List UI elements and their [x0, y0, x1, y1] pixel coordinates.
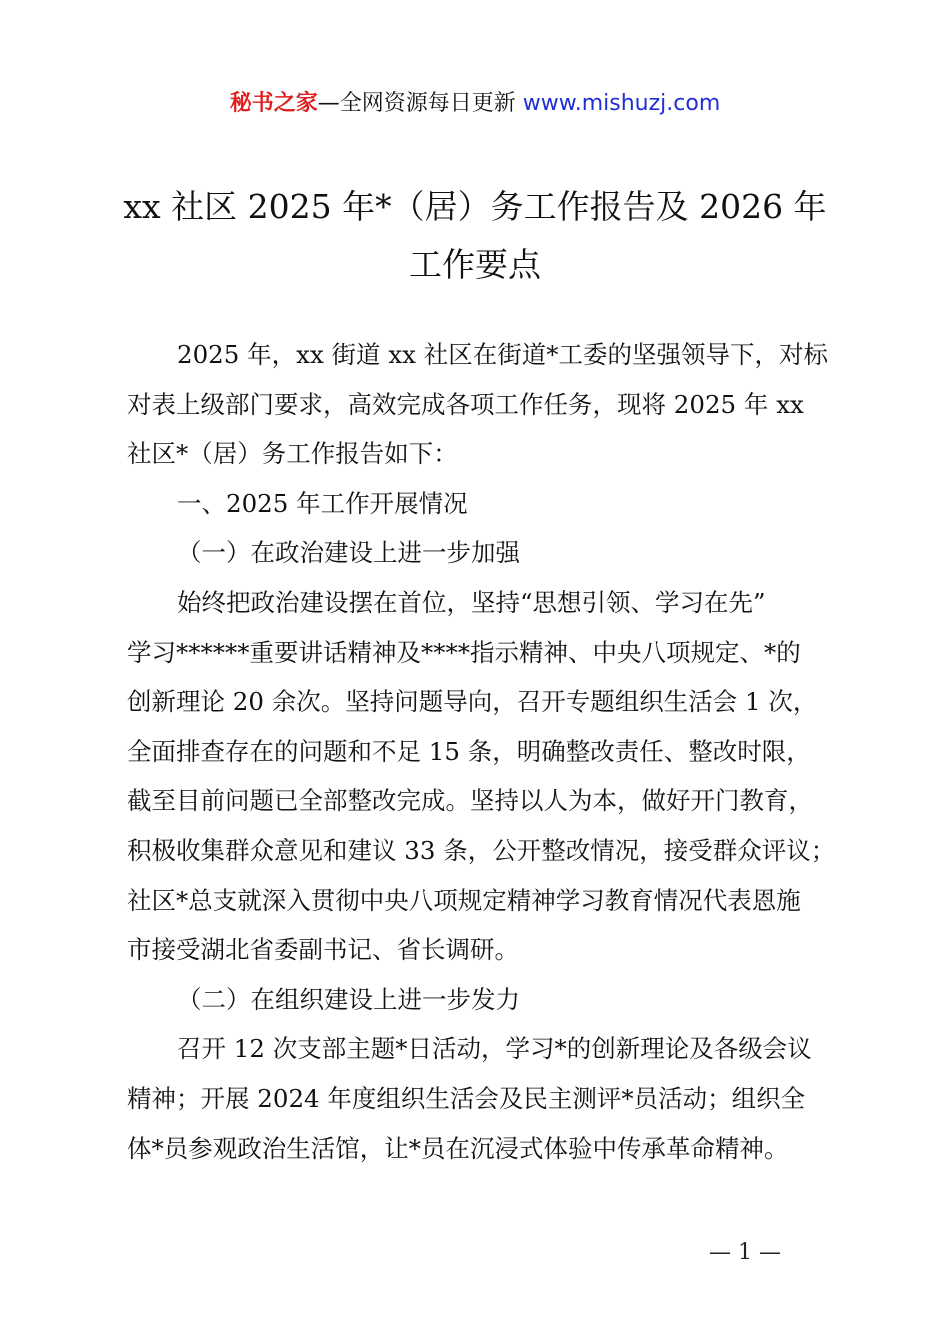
- header-banner: [0, 88, 950, 120]
- paragraph-line: 社区*总支就深入贯彻中央八项规定精神学习教育情况代表恩施: [127, 885, 801, 915]
- paragraph-line: 始终把政治建设摆在首位，坚持“思想引领、学习在先”: [177, 587, 766, 617]
- title-line-1: xx 社区 2025 年*（居）务工作报告及 2026 年: [123, 187, 827, 226]
- paragraph-line: 2025 年，xx 街道 xx 社区在街道*工委的坚强领导下，对标: [177, 340, 829, 369]
- paragraph-line: 截至目前问题已全部整改完成。坚持以人为本，做好开门教育，: [127, 786, 813, 816]
- page-number: — 1 —: [709, 1240, 781, 1265]
- paragraph-line: 召开 12 次支部主题*日活动，学习*的创新理论及各级会议: [177, 1034, 812, 1064]
- site-url-link[interactable]: www.mishuzj.com: [522, 91, 721, 116]
- paragraph-line: 积极收集群众意见和建议 33 条，公开整改情况，接受群众评议；: [127, 835, 836, 865]
- paragraph-line: 对表上级部门要求，高效完成各项工作任务，现将 2025 年 xx: [127, 389, 804, 419]
- brand-name: 秘书之家: [229, 91, 318, 116]
- paragraph-line: 创新理论 20 余次。坚持问题导向，召开专题组织生活会 1 次，: [127, 687, 818, 717]
- subsection-heading: （二）在组织建设上进一步发力: [177, 984, 520, 1014]
- paragraph-line: 学习******重要讲话精神及****指示精神、中央八项规定、*的: [127, 637, 801, 667]
- paragraph-line: 体*员参观政治生活馆，让*员在沉浸式体验中传承革命精神。: [127, 1133, 789, 1163]
- paragraph-line: 社区*（居）务工作报告如下：: [127, 439, 458, 469]
- header-slogan: —全网资源每日更新: [317, 91, 523, 116]
- paragraph-line: 精神；开展 2024 年度组织生活会及民主测评*员活动；组织全: [127, 1083, 806, 1113]
- subsection-heading: （一）在政治建设上进一步加强: [177, 538, 520, 568]
- paragraph-line: 全面排查存在的问题和不足 15 条，明确整改责任、整改时限，: [127, 736, 811, 766]
- title-line-2: 工作要点: [409, 245, 541, 284]
- document-body: [127, 330, 847, 1173]
- document-title: [100, 178, 850, 294]
- paragraph-line: 市接受湖北省委副书记、省长调研。: [127, 935, 519, 965]
- section-heading: 一、2025 年工作开展情况: [177, 488, 468, 518]
